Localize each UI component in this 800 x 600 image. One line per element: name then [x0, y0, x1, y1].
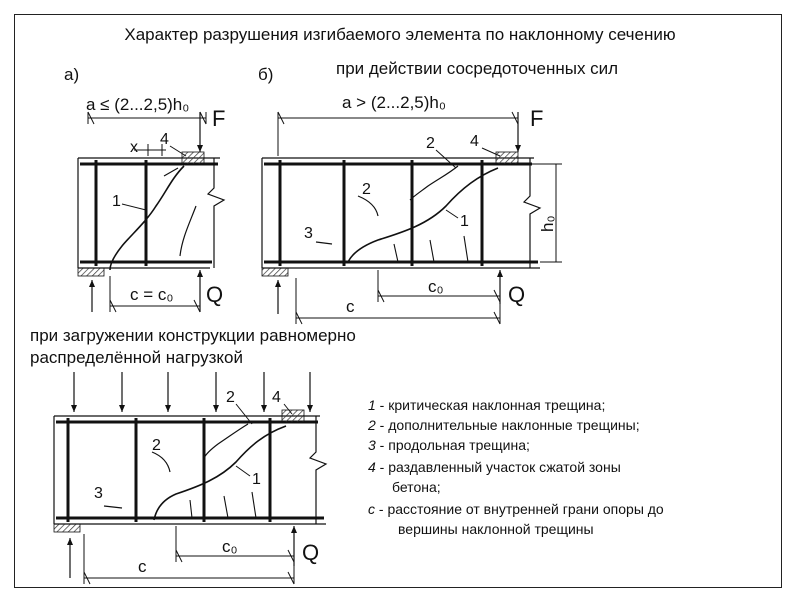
- distributed-crack: [152, 452, 170, 472]
- diagram-b-dim-c: c: [346, 297, 355, 316]
- distributed-reaction-label: Q: [302, 540, 320, 565]
- distributed-heading-line2: распределённой нагрузкой: [30, 348, 243, 367]
- distributed-callout-1: 1: [252, 471, 261, 488]
- diagram-b-callout-1: 1: [460, 213, 469, 230]
- diagram-a-load-label: F: [212, 106, 226, 131]
- diagram-b-dim-h0: h₀: [538, 215, 557, 232]
- diagram-a-reaction-label: Q: [206, 282, 224, 307]
- distributed-crack: [204, 424, 248, 458]
- diagram-b-longitudinal-crack: [316, 242, 332, 244]
- diagram-b-support: [262, 268, 288, 276]
- diagram-a-crushed-zone: [182, 152, 204, 164]
- diagram-b-reaction-label: Q: [508, 282, 526, 307]
- diagram-a-dim-a: a ≤ (2...2,5)h₀: [86, 95, 190, 114]
- diagram-b-crack: [410, 166, 458, 200]
- diagram-b-crushed-zone: [496, 152, 518, 164]
- diagram-b: [258, 59, 618, 324]
- diagram-b-callout-4: 4: [470, 133, 479, 150]
- title: Характер разрушения изгибаемого элемента по наклонному сечению: [124, 25, 676, 44]
- distributed-dim-c: c: [138, 557, 147, 576]
- diagram-a-crack: [180, 206, 196, 256]
- legend-item-1: 1 - критическая наклонная трещина;: [368, 397, 606, 413]
- diagram-b-load-label: F: [530, 106, 544, 131]
- distributed-callout-2: 2: [226, 389, 235, 406]
- distributed-callout-3: 3: [94, 485, 103, 502]
- distributed-callout-4: 4: [272, 389, 281, 406]
- distributed-critical-crack: [154, 426, 286, 520]
- legend-item-2: 2 - дополнительные наклонные трещины;: [368, 417, 640, 433]
- diagram-a-dim-x: x: [130, 139, 138, 156]
- diagram-b-callout-3: 3: [304, 225, 313, 242]
- legend-item-4: 4 - раздавленный участок сжатой зоны: [368, 459, 621, 475]
- distributed-dim-c0: c₀: [222, 537, 238, 556]
- distributed-heading-line1: при загружении конструкции равномерно: [30, 326, 356, 345]
- diagram-distributed: [54, 372, 326, 584]
- diagram-a: [64, 65, 225, 312]
- legend-item-4-cont: бетона;: [392, 479, 441, 495]
- distributed-callout-2b: 2: [152, 437, 161, 454]
- diagram-a-callout-1: 1: [112, 193, 121, 210]
- diagram-b-crack: [358, 196, 378, 216]
- legend: [367, 397, 664, 537]
- diagram-b-dim-c0: c₀: [428, 277, 444, 296]
- diagram-b-callout-2b: 2: [362, 181, 371, 198]
- diagram-a-callout-4: 4: [160, 131, 169, 148]
- diagram-a-support: [78, 268, 104, 276]
- diagram-a-dim-c: c = c₀: [130, 285, 174, 304]
- diagram-b-label: б): [258, 65, 274, 84]
- distributed-longitudinal-crack: [104, 506, 122, 508]
- distributed-support: [54, 524, 80, 532]
- legend-item-c: c - расстояние от внутренней грани опоры до: [368, 501, 664, 517]
- legend-item-3: 3 - продольная трещина;: [368, 437, 530, 453]
- diagram-b-callout-2: 2: [426, 135, 435, 152]
- diagram-b-dim-a: a > (2...2,5)h₀: [342, 93, 446, 112]
- diagram-a-label: а): [64, 65, 80, 84]
- concentrated-heading: при действии сосредоточенных сил: [336, 59, 619, 78]
- legend-item-c-cont: вершины наклонной трещины: [398, 521, 594, 537]
- distributed-crushed-zone: [282, 410, 304, 422]
